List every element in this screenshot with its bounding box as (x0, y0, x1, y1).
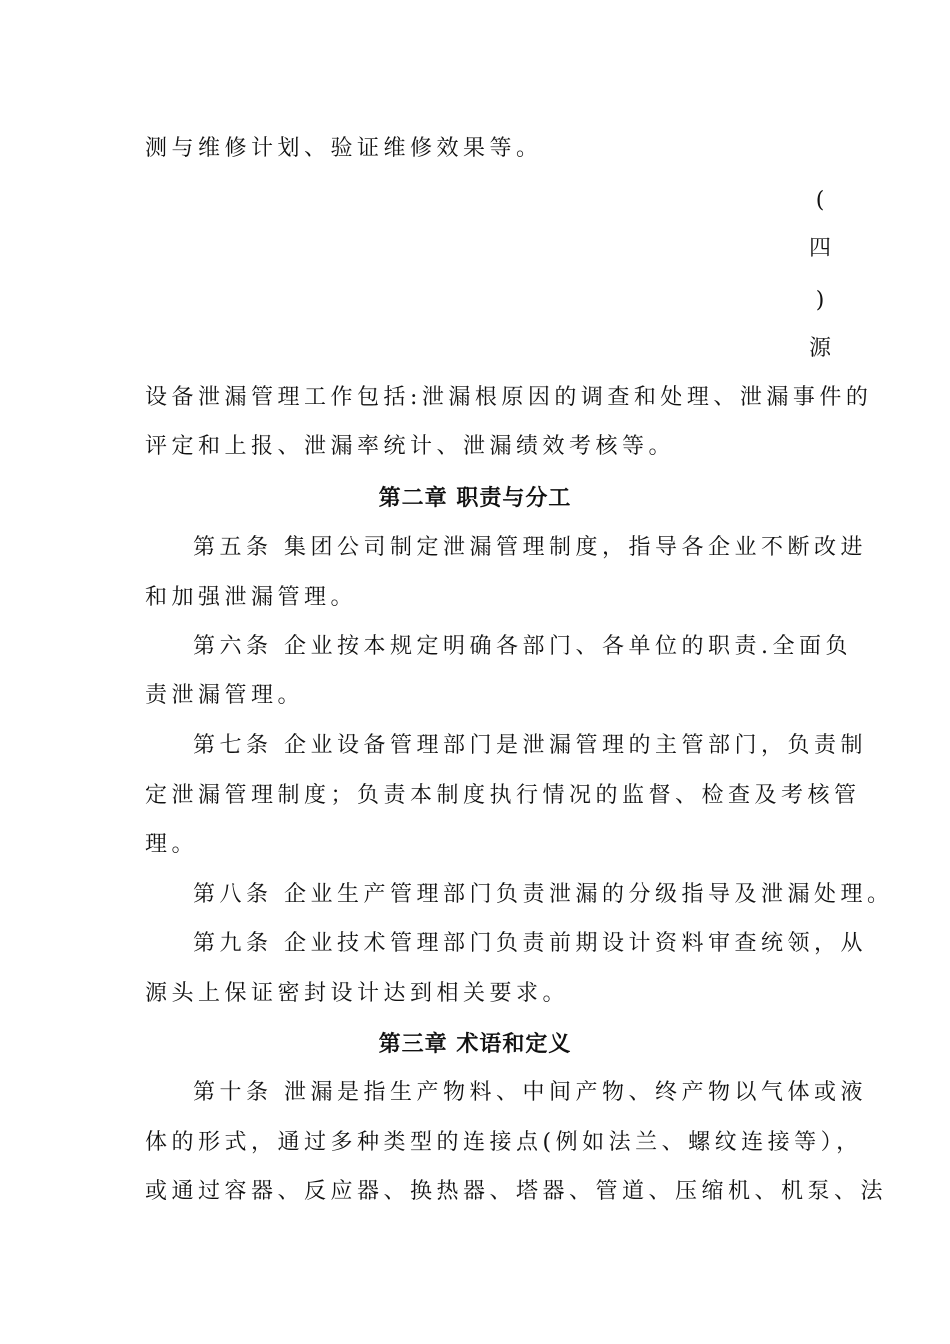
text-line: 第六条 企业按本规定明确各部门、各单位的职责.全面负 (193, 634, 852, 659)
text-line: 责泄漏管理。 (145, 683, 305, 708)
text-line: 定泄漏管理制度；负责本制度执行情况的监督、检查及考核管 (145, 783, 861, 808)
chapter-heading: 第二章 职责与分工 (378, 486, 572, 511)
text-line: 第八条 企业生产管理部门负责泄漏的分级指导及泄漏处理。 (193, 882, 894, 907)
text-line: 源头上保证密封设计达到相关要求。 (145, 981, 570, 1006)
chapter-heading: 第三章 术语和定义 (378, 1032, 572, 1057)
text-line: 第九条 企业技术管理部门负责前期设计资料审查统领，从 (193, 931, 867, 956)
text-line: 第五条 集团公司制定泄漏管理制度，指导各企业不断改进 (193, 535, 867, 560)
text-line: 或通过容器、反应器、换热器、塔器、管道、压缩机、机泵、法 (145, 1179, 888, 1204)
text-line: 理。 (145, 832, 199, 857)
vertical-char: 源 (808, 336, 831, 361)
text-line: 体的形式，通过多种类型的连接点(例如法兰、螺纹连接等）， (145, 1130, 863, 1155)
text-line: 测与维修计划、验证维修效果等。 (145, 136, 543, 161)
vertical-char: ( (815, 188, 825, 213)
text-line: 评定和上报、泄漏率统计、泄漏绩效考核等。 (145, 434, 676, 459)
text-line: 第十条 泄漏是指生产物料、中间产物、终产物以气体或液 (193, 1080, 867, 1105)
text-line: 设备泄漏管理工作包括:泄漏根原因的调查和处理、泄漏事件的 (145, 385, 873, 410)
text-line: 和加强泄漏管理。 (145, 585, 358, 610)
vertical-char: ) (815, 288, 825, 313)
text-line: 第七条 企业设备管理部门是泄漏管理的主管部门，负责制 (193, 733, 867, 758)
vertical-char: 四 (808, 236, 831, 261)
